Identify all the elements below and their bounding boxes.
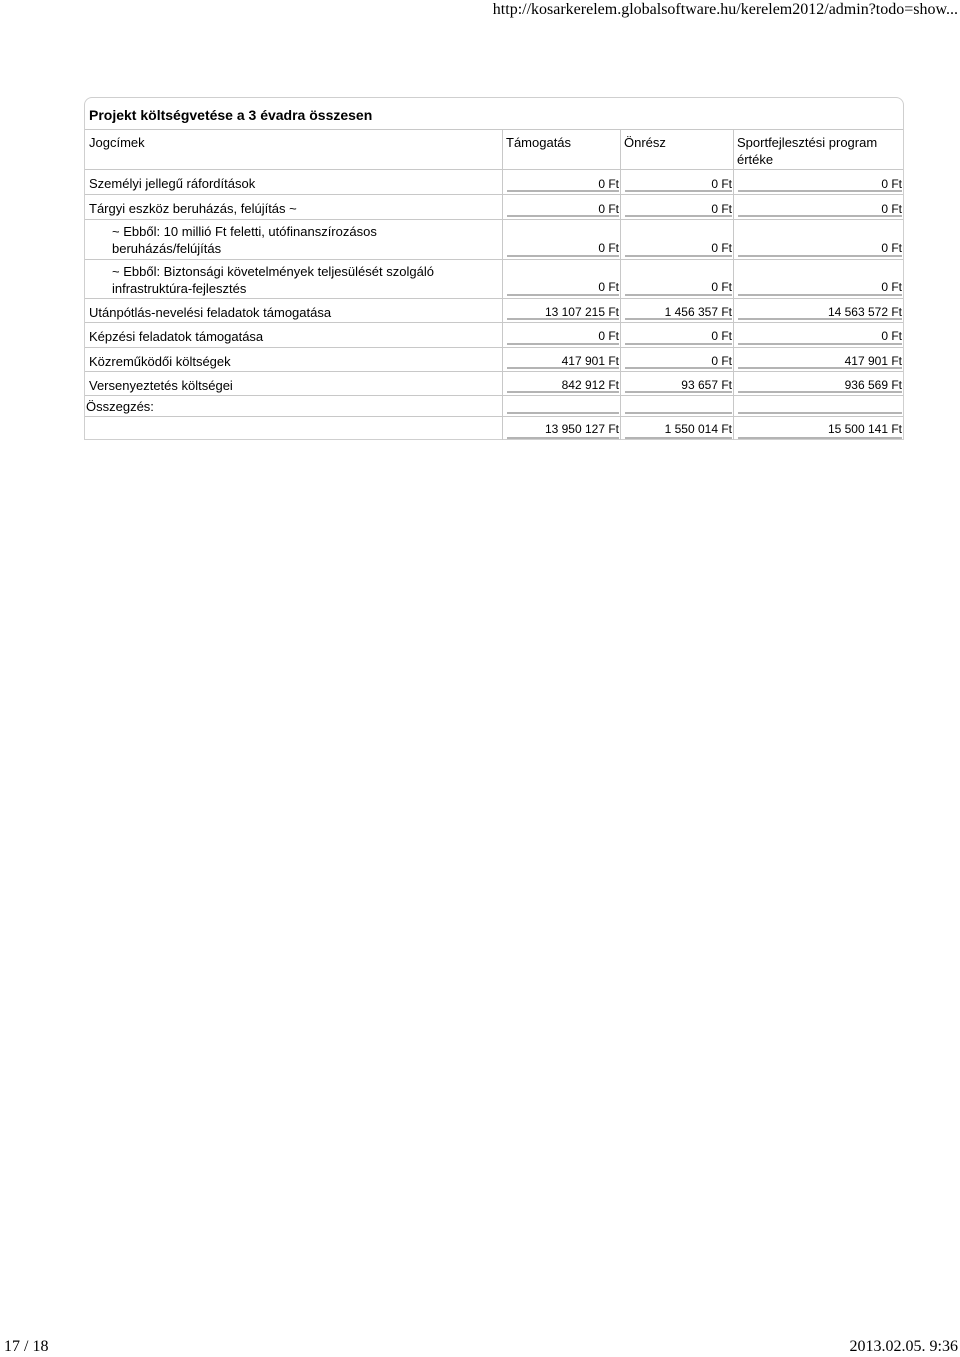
row-label-sub: ~ Ebből: Biztonsági követelmények teljesülését szolgáló (112, 264, 434, 279)
cell-total: 0 Ft (881, 177, 902, 191)
row-label-sub-line2: beruházás/felújítás (112, 241, 222, 256)
header-top-line (85, 129, 903, 130)
value-underline (625, 215, 732, 217)
value-underline (625, 190, 732, 192)
row-label: Személyi jellegű ráfordítások (89, 176, 256, 191)
row-divider (85, 395, 903, 396)
budget-panel (84, 97, 904, 440)
cell-support: 0 Ft (598, 241, 619, 255)
cell-support: 13 107 215 Ft (544, 305, 619, 319)
cell-support: 0 Ft (598, 329, 619, 343)
cell-own: 93 657 Ft (681, 378, 732, 392)
value-underline (738, 294, 902, 296)
summary-underline (625, 437, 732, 439)
row-label: Versenyeztetés költségei (89, 378, 233, 393)
cell-support: 417 901 Ft (561, 354, 619, 368)
value-underline (738, 367, 902, 369)
cell-support: 0 Ft (598, 280, 619, 294)
cell-support: 842 912 Ft (561, 378, 619, 392)
row-label: Tárgyi eszköz beruházás, felújítás ~ (89, 201, 297, 216)
cell-support: 0 Ft (598, 202, 619, 216)
page-url-header: http://kosarkerelem.globalsoftware.hu/kerelem2012/admin?todo=show... (492, 1, 958, 18)
value-underline (738, 391, 902, 393)
value-underline (738, 190, 902, 192)
value-underline (625, 343, 732, 345)
value-underline (507, 367, 619, 369)
col-header-program-value: Sportfejlesztési program (737, 135, 878, 150)
summary-underline (507, 437, 619, 439)
value-underline (625, 391, 732, 393)
row-divider (85, 219, 903, 220)
col-header-tamogatas: Támogatás (506, 135, 572, 150)
summary-own: 1 550 014 Ft (664, 422, 732, 436)
row-divider (85, 347, 903, 348)
value-underline (625, 294, 732, 296)
row-label: Utánpótlás-nevelési feladatok támogatása (89, 305, 332, 320)
row-label-sub-line2: infrastruktúra-fejlesztés (112, 281, 247, 296)
cell-total: 0 Ft (881, 202, 902, 216)
value-underline (507, 255, 619, 257)
row-divider (85, 194, 903, 195)
value-underline (625, 367, 732, 369)
cell-total: 14 563 572 Ft (827, 305, 902, 319)
value-underline (507, 318, 619, 320)
cell-own: 0 Ft (711, 202, 732, 216)
value-underline (625, 255, 732, 257)
col-header-onresz: Önrész (624, 135, 666, 150)
row-label: Képzési feladatok támogatása (89, 329, 264, 344)
column-divider (733, 129, 734, 440)
summary-underline (738, 437, 902, 439)
column-divider (620, 129, 621, 440)
page-number: 17 / 18 (4, 1338, 49, 1355)
value-underline (507, 343, 619, 345)
cell-own: 0 Ft (711, 354, 732, 368)
value-underline (738, 215, 902, 217)
cell-total: 417 901 Ft (844, 354, 902, 368)
row-label: Közreműködői költségek (89, 354, 231, 369)
cell-own: 0 Ft (711, 329, 732, 343)
row-divider (85, 322, 903, 323)
value-underline (507, 190, 619, 192)
value-underline (738, 412, 902, 414)
value-underline (625, 318, 732, 320)
cell-own: 0 Ft (711, 280, 732, 294)
cell-own: 0 Ft (711, 177, 732, 191)
value-underline (738, 255, 902, 257)
column-divider (502, 129, 503, 440)
summary-support: 13 950 127 Ft (544, 422, 619, 436)
summary-total: 15 500 141 Ft (827, 422, 902, 436)
row-label-sub: ~ Ebből: 10 millió Ft feletti, utófinanszírozásos (112, 224, 377, 239)
row-divider (85, 416, 903, 417)
col-header-program-value-line2: értéke (737, 152, 774, 167)
value-underline (507, 391, 619, 393)
value-underline (507, 294, 619, 296)
col-header-jogcimek: Jogcímek (89, 135, 145, 150)
value-underline (738, 318, 902, 320)
value-underline (507, 412, 619, 414)
row-divider (85, 259, 903, 260)
value-underline (738, 343, 902, 345)
cell-total: 936 569 Ft (844, 378, 902, 392)
cell-own: 1 456 357 Ft (664, 305, 732, 319)
cell-total: 0 Ft (881, 280, 902, 294)
header-bottom-line (85, 169, 903, 170)
cell-total: 0 Ft (881, 329, 902, 343)
cell-own: 0 Ft (711, 241, 732, 255)
summary-label: Összegzés: (86, 399, 154, 414)
row-divider (85, 298, 903, 299)
panel-title: Projekt költségvetése a 3 évadra összesen (89, 107, 373, 123)
print-datetime: 2013.02.05. 9:36 (849, 1338, 958, 1355)
cell-support: 0 Ft (598, 177, 619, 191)
row-divider (85, 371, 903, 372)
cell-total: 0 Ft (881, 241, 902, 255)
value-underline (507, 215, 619, 217)
value-underline (625, 412, 732, 414)
